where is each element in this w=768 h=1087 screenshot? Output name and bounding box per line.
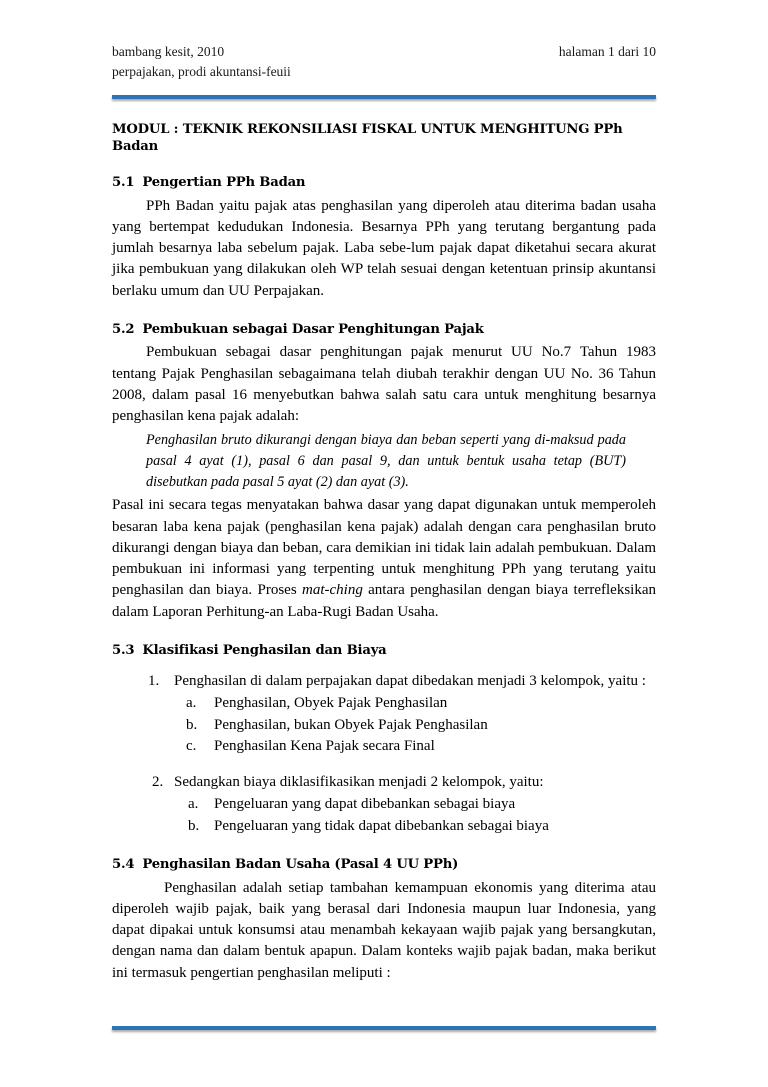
- section-heading-5-3: [112, 642, 656, 659]
- list-item: [112, 794, 656, 816]
- sublist2-marker-a: a.: [188, 795, 199, 812]
- section-title-5-4: Penghasilan Badan Usaha (Pasal 4 UU PPh): [142, 857, 459, 873]
- sublist-item-b-text: Penghasilan, bukan Obyek Pajak Penghasilan: [214, 716, 488, 733]
- sublist-marker-b: b.: [186, 716, 198, 733]
- header-right: [559, 42, 656, 62]
- section-5-4-paragraph: Penghasilan adalah setiap tambahan kemampuan ekonomis yang diterima atau diperoleh wajib pajak, baik yang berasal dari Indonesia maupun luar Indonesia, yang dapat dipakai untuk konsumsi atau menambah kekayaan wajib pajak yang bersangkutan, dengan nama dan dalam bentuk apapun. Dalam konteks wajib pajak badan, maka berikut ini termasuk pengertian penghasilan meliputi :: [112, 879, 656, 981]
- section-number-5-1: 5.1: [112, 175, 135, 191]
- section-5-2-matching-term: mat-ching: [302, 582, 363, 599]
- section-5-3-list: [112, 671, 656, 758]
- list-item-1-text: Penghasilan di dalam perpajakan dapat dibedakan menjadi 3 kelompok, yaitu :: [174, 673, 646, 690]
- footer-divider: [112, 1026, 656, 1030]
- page-number-label: halaman 1 dari 10: [558, 44, 656, 59]
- section-5-2-paragraph-2-part-a: Pasal ini secara tegas menyatakan bahwa dasar yang dapat digunakan untuk memperoleh besaran laba kena pajak (penghasilan kena pajak) adalah dengan cara penghasilan bruto dikurangi dengan biaya dan beban, cara demikian ini tidak lain adalah pembukuan. Dalam pembukuan ini informasi yang terpenting untuk menghitung PPh yang terutang yaitu penghasilan dan biaya. Proses: [112, 497, 656, 599]
- section-number-5-4: 5.4: [112, 857, 135, 873]
- list-item: [112, 772, 656, 794]
- section-5-1-paragraph: PPh Badan yaitu pajak atas penghasilan yang diperoleh atau diterima badan usaha yang bertempat kedudukan Indonesia. Besarnya PPh yang terutang bergantung pada jumlah besarnya laba sebelum pajak. Laba sebe-lum pajak dapat diketahui secara akurat jika pembukuan yang dilakukan oleh WP telah sesuai dengan ketentuan prinsip akuntansi berlaku umum dan UU Perpajakan.: [112, 197, 656, 299]
- header-divider: [112, 95, 656, 99]
- section-5-3-sublist-1: [174, 693, 656, 758]
- section-title-5-1: Pengertian PPh Badan: [142, 175, 306, 191]
- list-item: [112, 816, 656, 838]
- sublist-item-a-text: Penghasilan, Obyek Pajak Penghasilan: [214, 694, 448, 711]
- section-heading-5-4: [112, 856, 656, 873]
- list-item: [174, 736, 656, 758]
- header-affiliation: perpajakan, prodi akuntansi-feuii: [112, 63, 291, 79]
- section-number-5-3: 5.3: [112, 642, 135, 658]
- section-5-3-sublist-2: [112, 794, 656, 838]
- section-5-2-blockquote: Penghasilan bruto dikurangi dengan biaya dan beban seperti yang di-maksud pada pasal 4 ayat (1), pasal 6 dan pasal 9, dan untuk bentuk usaha tetap (BUT) disebutkan pada pasal 5 ayat (2) dan ayat (3).: [146, 432, 626, 490]
- document-title: MODUL : TEKNIK REKONSILIASI FISKAL UNTUK MENGHITUNG PPh Badan: [112, 122, 623, 155]
- sublist-item-c-text: Penghasilan Kena Pajak secara Final: [214, 738, 435, 755]
- section-title-5-3: Klasifikasi Penghasilan dan Biaya: [142, 642, 387, 658]
- section-title-5-2: Pembukuan sebagai Dasar Penghitungan Pajak: [142, 322, 484, 338]
- sublist-marker-a: a.: [186, 694, 197, 711]
- section-5-2-paragraph-2: [112, 495, 656, 623]
- list-marker-2: 2.: [152, 774, 164, 791]
- section-heading-5-2: [112, 321, 656, 338]
- sublist2-item-b-text: Pengeluaran yang tidak dapat dibebankan sebagai biaya: [214, 817, 549, 834]
- list-item: [174, 715, 656, 737]
- list-item: [112, 671, 656, 758]
- list-marker-1: 1.: [148, 673, 160, 690]
- sublist-marker-c: c.: [186, 738, 197, 755]
- section-5-2-paragraph-1: Pembukuan sebagai dasar penghitungan pajak menurut UU No.7 Tahun 1983 tentang Pajak Penghasilan sebagaimana telah diubah terakhir dengan UU No. 36 Tahun 2008, dalam pasal 16 menyebutkan bahwa salah satu cara untuk menghitung besarnya penghasilan kena pajak adalah:: [112, 344, 656, 425]
- sublist2-marker-b: b.: [188, 817, 200, 834]
- list-item: [174, 693, 656, 715]
- header-left: [112, 42, 291, 81]
- section-number-5-2: 5.2: [112, 322, 135, 338]
- sublist2-item-a-text: Pengeluaran yang dapat dibebankan sebagai biaya: [214, 795, 516, 812]
- section-heading-5-1: [112, 174, 656, 191]
- header-author: bambang kesit, 2010: [112, 44, 225, 59]
- page-header: [112, 42, 656, 81]
- section-5-2-paragraph-2-part-b: antara penghasilan dengan biaya terrefleksikan dalam Laporan Perhitung-an Laba-Rugi Badan Usaha.: [112, 582, 656, 620]
- list-item-2-text: Sedangkan biaya diklasifikasikan menjadi 2 kelompok, yaitu:: [174, 774, 544, 791]
